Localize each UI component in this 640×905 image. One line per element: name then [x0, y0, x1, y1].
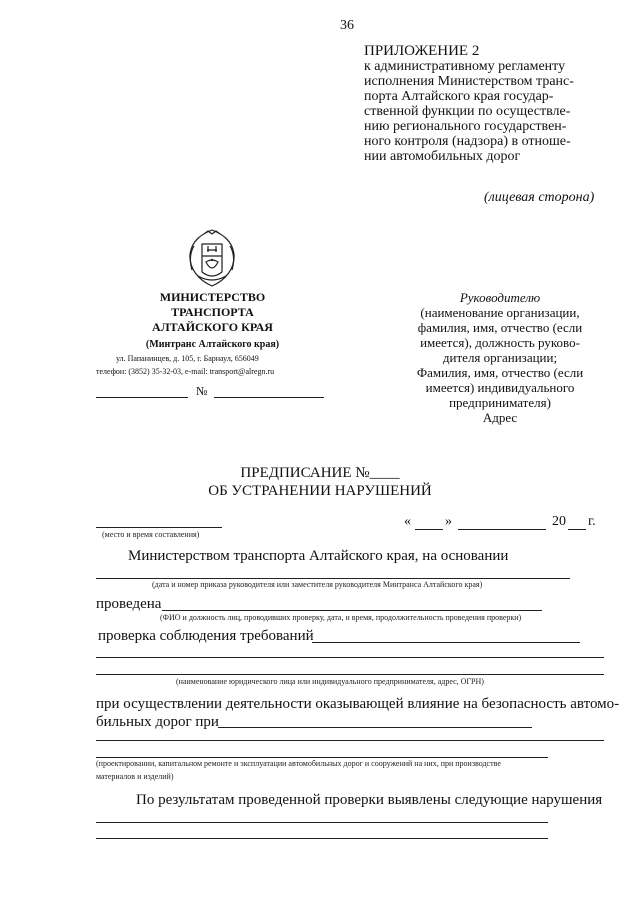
place-time-caption: (место и время составления)	[102, 530, 200, 539]
date-month-line	[458, 529, 546, 530]
date-year-line	[568, 529, 586, 530]
date-year-suffix: г.	[588, 514, 596, 529]
date-open-quote: «	[404, 514, 411, 529]
appendix-line: нию регионального государствен-	[364, 119, 567, 134]
recipient-line: Фамилия, имя, отчество (если	[416, 365, 584, 380]
recipient-address-label: Адрес	[482, 410, 518, 425]
document-title	[200, 464, 440, 500]
compliance-label: проверка соблюдения требований	[98, 628, 314, 644]
side-note: (лицевая сторона)	[484, 190, 595, 205]
activity-line	[218, 727, 532, 728]
violations-line-2	[96, 838, 548, 839]
recipient-title: Руководителю	[459, 290, 541, 305]
org-name-line1: МИНИСТЕРСТВО	[159, 290, 266, 304]
org-name-line3: АЛТАЙСКОГО КРАЯ	[152, 320, 273, 334]
recipient-block	[400, 290, 600, 425]
document-title-line1: ПРЕДПИСАНИЕ №____	[240, 465, 400, 481]
works-line	[96, 740, 604, 741]
violations-line-1	[96, 822, 548, 823]
organization-block	[110, 290, 315, 352]
appendix-line: к административному регламенту	[364, 59, 566, 74]
recipient-line: имеется), должность руково-	[420, 335, 580, 350]
outgoing-date-line	[96, 397, 188, 398]
works-line-2	[96, 757, 548, 758]
number-sign: №	[196, 384, 208, 398]
document-title-line2: ОБ УСТРАНЕНИИ НАРУШЕНИЙ	[208, 483, 432, 499]
coat-of-arms-emblem	[180, 226, 244, 290]
inspectors-caption: (ФИО и должность лиц, проводивших проверку, дата, и время, продолжительность проведения проверки)	[160, 613, 522, 622]
results-text: По результатам проведенной проверки выявлены следующие нарушения	[136, 792, 603, 808]
page-number: 36	[340, 18, 354, 33]
recipient-line: предпринимателя)	[449, 395, 551, 410]
appendix-line: нии автомобильных дорог	[364, 149, 521, 164]
place-time-line	[96, 527, 222, 528]
org-address: ул. Папанинцев, д. 105, г. Барнаул, 656049	[116, 354, 259, 363]
order-line	[96, 578, 570, 579]
works-caption-2: материалов и изделий)	[96, 772, 174, 781]
org-name-line2: ТРАНСПОРТА	[171, 305, 254, 319]
appendix-block	[364, 44, 624, 164]
appendix-line: порта Алтайского края государ-	[364, 89, 554, 104]
order-caption: (дата и номер приказа руководителя или заместителя руководителя Минтранса Алтайского края)	[152, 580, 483, 589]
date-year-prefix: 20	[552, 514, 566, 529]
appendix-line: ного контроля (надзора) в отноше-	[364, 134, 571, 149]
org-contacts: телефон: (3852) 35-32-03, e-mail: transport@alregn.ru	[96, 367, 275, 376]
conducted-label: проведена	[96, 596, 162, 612]
recipient-line: (наименование организации,	[420, 305, 580, 320]
appendix-title: ПРИЛОЖЕНИЕ 2	[364, 43, 480, 59]
conducted-line	[162, 610, 542, 611]
recipient-line: дителя организации;	[442, 350, 558, 365]
compliance-line-2	[96, 657, 604, 658]
org-short-name: (Минтранс Алтайского края)	[145, 339, 280, 350]
entity-caption: (наименование юридического лица или индивидуального предпринимателя, адрес, ОГРН)	[176, 677, 484, 686]
activity-line2: бильных дорог при	[96, 714, 219, 730]
compliance-line	[312, 642, 580, 643]
date-day-line	[415, 529, 443, 530]
recipient-line: имеется) индивидуального	[425, 380, 575, 395]
outgoing-number-line	[214, 397, 324, 398]
ministry-basis-text: Министерством транспорта Алтайского края, на основании	[128, 548, 509, 564]
works-caption-1: (проектировании, капитальном ремонте и эксплуатации автомобильных дорог и сооружений на них, при производстве	[96, 759, 501, 768]
recipient-line: фамилия, имя, отчество (если	[417, 320, 583, 335]
entity-line	[96, 674, 604, 675]
activity-line1: при осуществлении деятельности оказывающей влияние на безопасность автомо-	[96, 696, 620, 712]
appendix-line: исполнения Министерством транс-	[364, 74, 574, 89]
date-close-quote: »	[445, 514, 452, 529]
appendix-line: ственной функции по осуществле-	[364, 104, 571, 119]
